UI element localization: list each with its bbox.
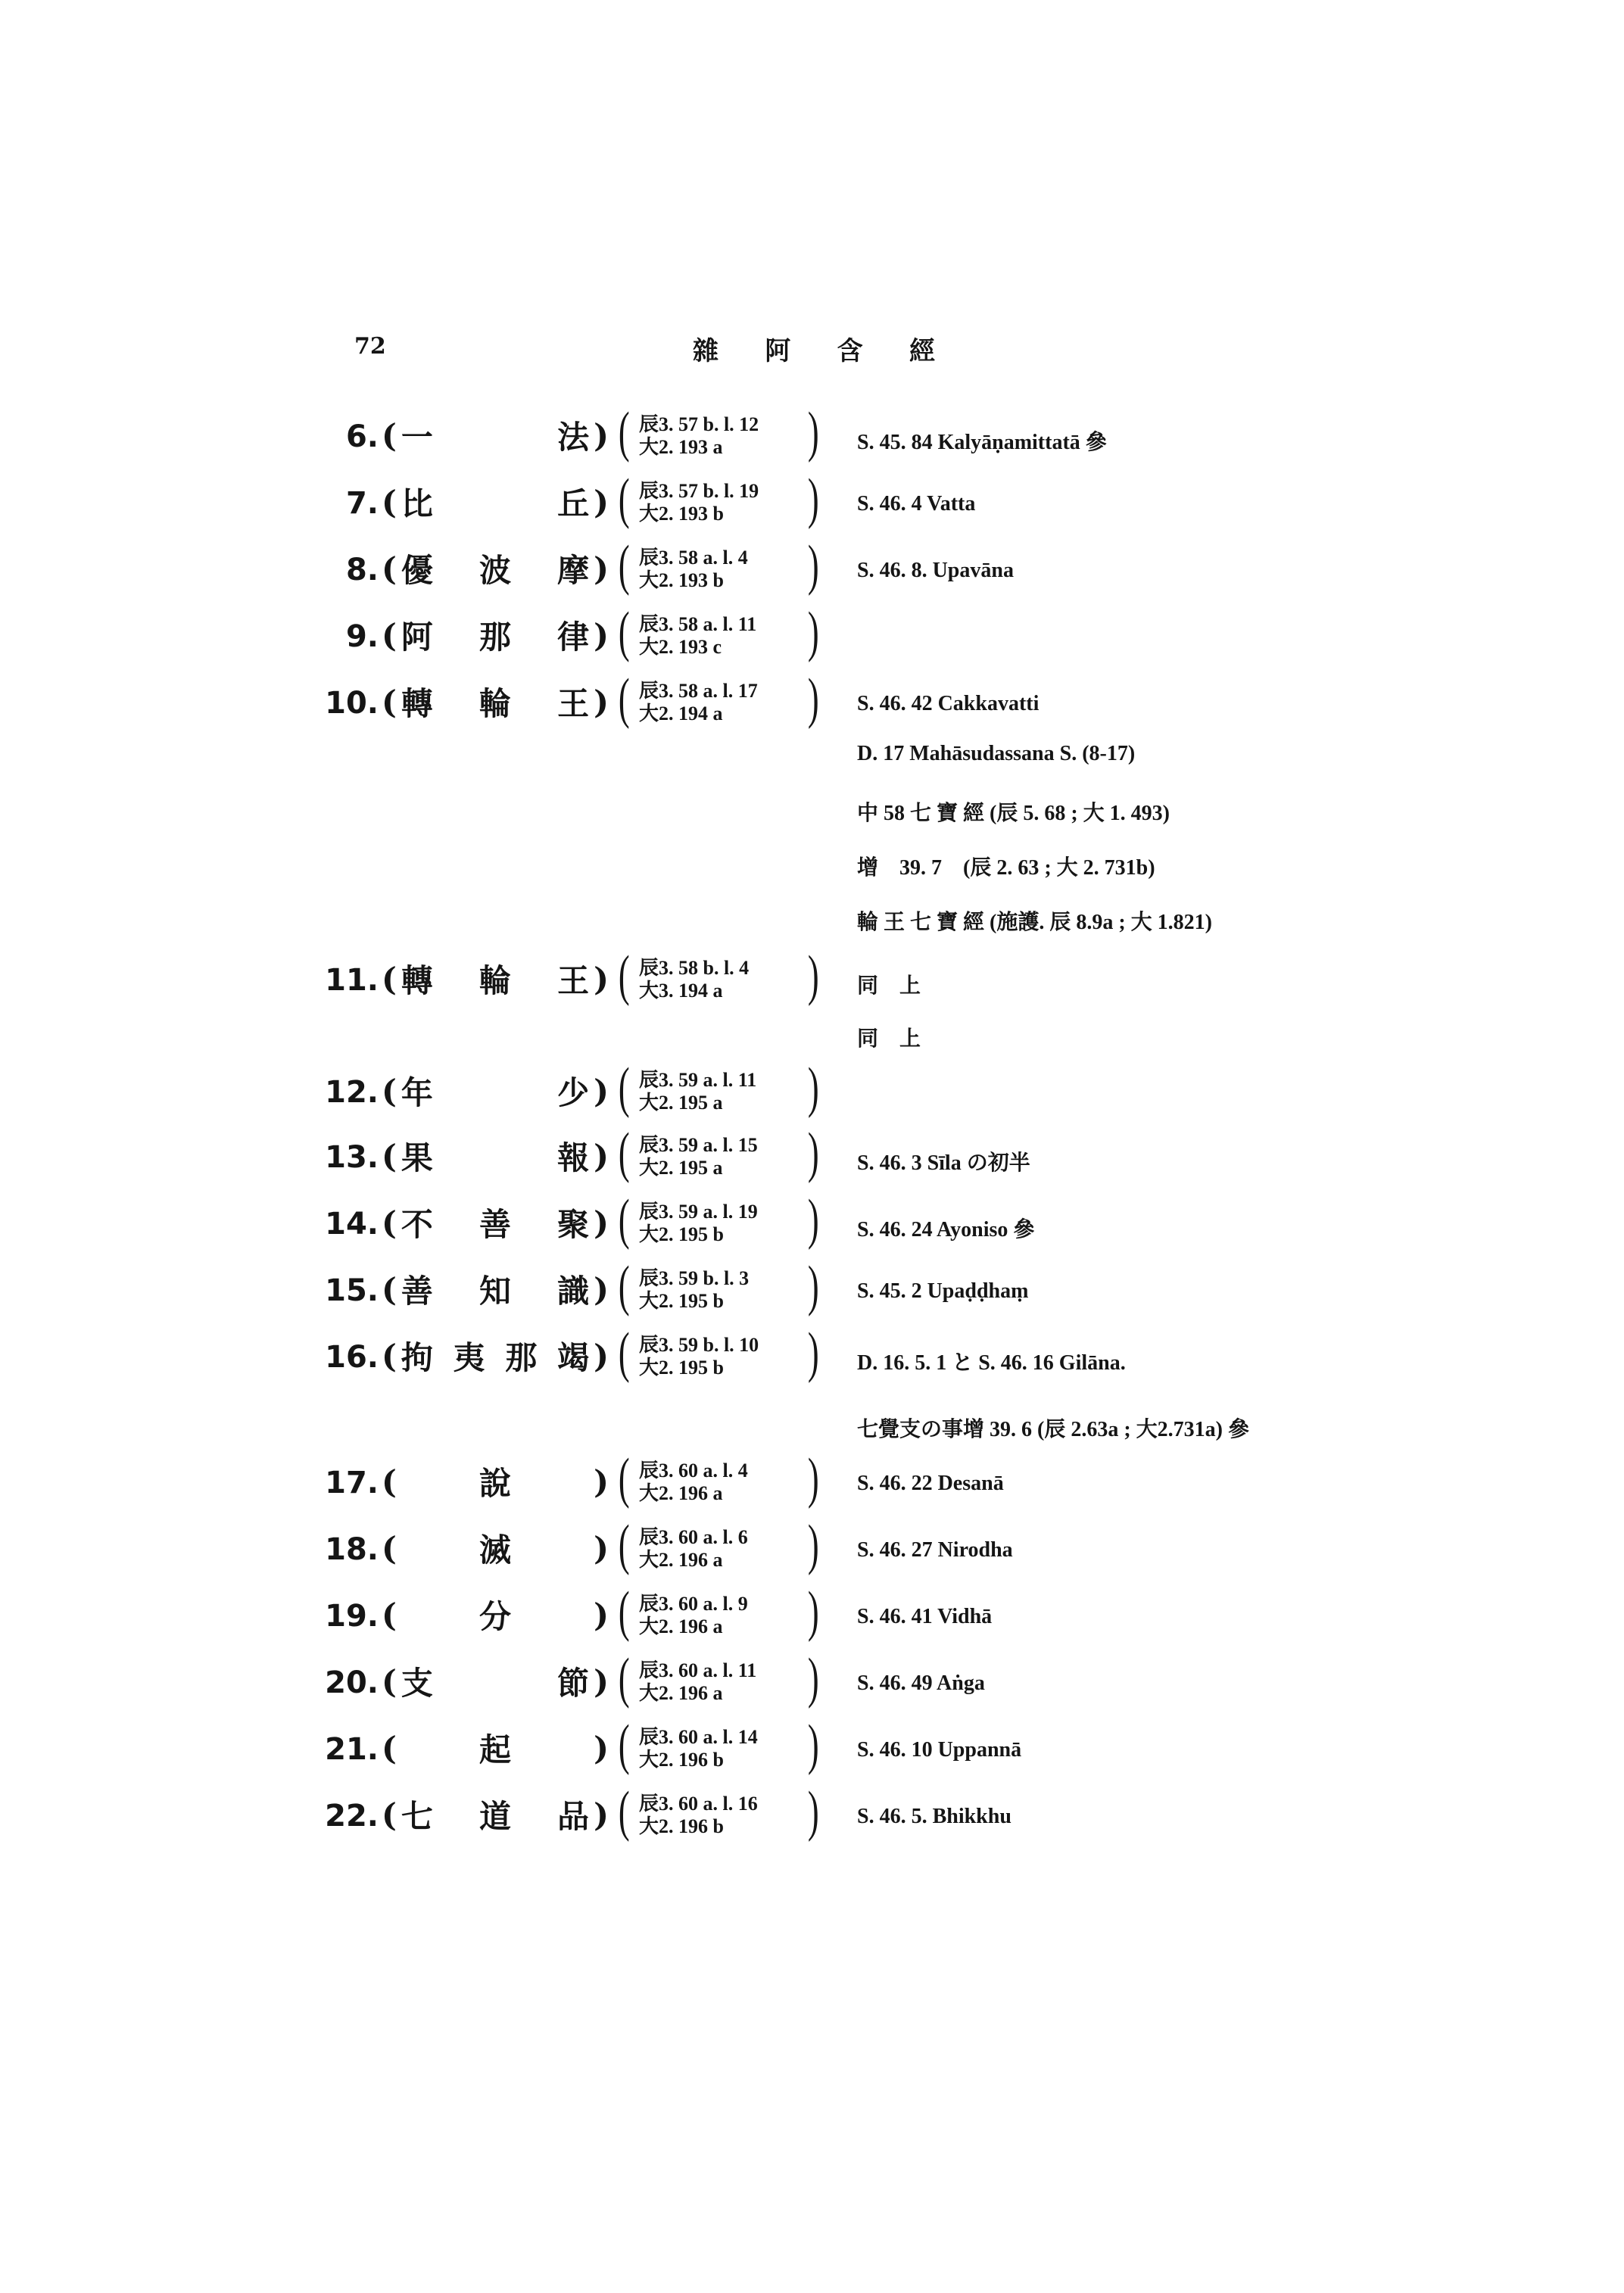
entry-row: [0, 668, 1624, 733]
open-brace: (: [618, 534, 630, 597]
reference-line-2: 大2. 196 a: [639, 1482, 723, 1504]
pali-reference: S. 46. 8. Upavāna: [857, 559, 1014, 582]
entry-row: [0, 1322, 1624, 1387]
open-brace: (: [618, 1714, 630, 1776]
pali-reference: S. 46. 42 Cakkavatti: [857, 692, 1040, 715]
entry-row: [0, 945, 1624, 1010]
close-paren: ): [594, 1662, 609, 1700]
open-brace: (: [618, 1057, 630, 1119]
open-paren: (: [382, 416, 397, 454]
open-paren: (: [382, 683, 397, 721]
open-brace: (: [618, 1647, 630, 1709]
entry-title-chars: [397, 1333, 594, 1379]
close-paren: ): [594, 1463, 609, 1500]
reference-line-1: 辰3. 60 a. l. 14: [639, 1726, 758, 1748]
open-brace: (: [618, 668, 630, 730]
entry-number: 11.: [325, 963, 379, 998]
extra-reference: D. 17 Mahāsudassana S. (8-17): [857, 742, 1136, 765]
close-brace: ): [807, 601, 819, 663]
entry-title-char: 不: [401, 1206, 433, 1243]
pali-reference: S. 46. 10 Uppannā: [857, 1738, 1022, 1762]
entry-title: [382, 1204, 609, 1242]
open-paren: (: [382, 1204, 397, 1242]
entry-title-char: 那: [478, 618, 511, 656]
close-brace: ): [807, 1581, 819, 1643]
entry-number: 20.: [325, 1665, 379, 1700]
close-brace: ): [807, 1189, 819, 1251]
open-paren: (: [382, 1662, 397, 1700]
entry-title-char: 節: [557, 1665, 590, 1702]
reference-line-1: 辰3. 57 b. l. 12: [639, 413, 759, 435]
close-paren: ): [594, 550, 609, 587]
pali-reference: S. 46. 41 Vidhā: [857, 1605, 993, 1628]
reference-line-2: 大2. 196 b: [639, 1749, 724, 1771]
title-char: 經: [909, 336, 935, 366]
close-paren: ): [594, 483, 609, 521]
pali-reference: S. 46. 22 Desanā: [857, 1472, 1004, 1495]
close-brace: ): [807, 1714, 819, 1776]
reference-line-1: 辰3. 60 a. l. 16: [639, 1793, 758, 1815]
reference-line-1: 辰3. 59 b. l. 3: [639, 1267, 750, 1289]
close-paren: ): [594, 416, 609, 454]
reference-line-1: 辰3. 59 b. l. 10: [639, 1334, 759, 1356]
entry-title-char: 聚: [557, 1206, 590, 1243]
entry-title-char: 輪: [478, 685, 511, 722]
entry-title-chars: [397, 1200, 594, 1245]
reference-line-1: 辰3. 58 a. l. 11: [639, 613, 757, 635]
entry-title-char: 說: [478, 1465, 511, 1502]
entry-number: 13.: [325, 1140, 379, 1175]
pali-reference: S. 46. 49 Aṅga: [857, 1671, 985, 1695]
entry-title: [382, 960, 609, 998]
entry-title-chars: [397, 1525, 594, 1571]
entry-title-char: 王: [557, 962, 590, 999]
entry-row: [0, 1447, 1624, 1513]
entry-number: 21.: [325, 1732, 379, 1767]
page-number: 72: [354, 333, 386, 360]
open-brace: (: [618, 1122, 630, 1184]
canon-reference: [615, 945, 834, 1007]
entry-number: 17.: [325, 1466, 379, 1500]
title-char: 雜: [693, 336, 718, 366]
entry-title-char: 支: [401, 1665, 433, 1702]
entry-row: [0, 534, 1624, 600]
entry-row: [0, 1057, 1624, 1122]
open-brace: (: [618, 401, 630, 463]
extra-reference: 同 上: [857, 1027, 921, 1051]
reference-line-2: 大2. 195 b: [639, 1290, 724, 1312]
entry-title: [382, 483, 609, 521]
entry-title-char: 報: [557, 1139, 590, 1176]
entry-number: 10.: [325, 686, 379, 721]
entry-row: [0, 401, 1624, 466]
title-char: 含: [837, 336, 863, 366]
entry-title-char: 道: [478, 1798, 511, 1835]
entry-row: [0, 1514, 1624, 1579]
close-brace: ): [807, 401, 819, 463]
entry-title-char: 那: [505, 1339, 538, 1376]
canon-reference: [615, 534, 834, 597]
reference-line-2: 大2. 195 a: [639, 1157, 723, 1179]
pali-reference: S. 46. 5. Bhikkhu: [857, 1805, 1011, 1828]
entry-title: [382, 1137, 609, 1175]
pali-reference: D. 16. 5. 1 と S. 46. 16 Gilāna.: [857, 1351, 1126, 1375]
open-brace: (: [618, 1781, 630, 1843]
pali-reference: 同 上: [857, 974, 921, 998]
entry-title-char: 摩: [557, 552, 590, 589]
reference-line-1: 辰3. 60 a. l. 11: [639, 1659, 757, 1681]
close-brace: ): [807, 668, 819, 730]
entry-number: 18.: [325, 1532, 379, 1567]
canon-reference: [615, 401, 834, 463]
entry-title-char: 品: [557, 1798, 590, 1835]
entry-title-char: 起: [478, 1731, 511, 1768]
open-paren: (: [382, 1463, 397, 1500]
entry-title-char: 優: [401, 552, 433, 589]
reference-line-2: 大2. 195 b: [639, 1357, 724, 1379]
entry-title: [382, 1662, 609, 1700]
open-paren: (: [382, 1596, 397, 1634]
entry-title-chars: [397, 1792, 594, 1837]
entry-title-char: 滅: [478, 1531, 511, 1569]
pali-reference: S. 46. 4 Vatta: [857, 492, 976, 516]
entry-number: 16.: [325, 1340, 379, 1375]
close-paren: ): [594, 683, 609, 721]
open-brace: (: [618, 945, 630, 1007]
entry-title-chars: [397, 1592, 594, 1637]
close-paren: ): [594, 1204, 609, 1242]
canon-reference: [615, 1322, 834, 1384]
reference-line-2: 大2. 195 a: [639, 1092, 723, 1114]
close-paren: ): [594, 1729, 609, 1767]
entry-title-char: 七: [401, 1798, 433, 1835]
close-brace: ): [807, 945, 819, 1007]
reference-line-2: 大2. 196 a: [639, 1682, 723, 1704]
entry-title-chars: [397, 956, 594, 1002]
pali-reference: S. 46. 27 Nirodha: [857, 1538, 1013, 1562]
open-paren: (: [382, 960, 397, 998]
entry-number: 6.: [345, 419, 379, 454]
canon-reference: [615, 601, 834, 663]
entry-title: [382, 416, 609, 454]
close-brace: ): [807, 534, 819, 597]
entry-title-chars: [397, 1133, 594, 1179]
reference-line-2: 大2. 193 b: [639, 503, 724, 525]
reference-line-1: 辰3. 57 b. l. 19: [639, 480, 759, 502]
close-brace: ): [807, 1322, 819, 1384]
entry-number: 12.: [325, 1075, 379, 1110]
entry-title: [382, 1270, 609, 1308]
entry-title-chars: [397, 612, 594, 658]
close-paren: ): [594, 1337, 609, 1375]
pali-reference: S. 45. 84 Kalyāṇamittatā 參: [857, 431, 1107, 454]
entry-title: [382, 550, 609, 587]
open-brace: (: [618, 1189, 630, 1251]
entry-title-char: 果: [401, 1139, 433, 1176]
entry-title-char: 一: [401, 419, 433, 456]
entry-title-char: 善: [401, 1273, 433, 1310]
canon-reference: [615, 468, 834, 530]
entry-title: [382, 1337, 609, 1375]
entry-title: [382, 1796, 609, 1833]
entry-row: [0, 1581, 1624, 1646]
entry-number: 7.: [345, 486, 379, 521]
canon-reference: [615, 1581, 834, 1643]
entry-row: [0, 1781, 1624, 1846]
close-paren: ): [594, 616, 609, 654]
entry-title-chars: [397, 546, 594, 591]
open-paren: (: [382, 1796, 397, 1833]
open-brace: (: [618, 1514, 630, 1576]
close-paren: ): [594, 1270, 609, 1308]
reference-line-2: 大2. 193 c: [639, 636, 722, 658]
open-paren: (: [382, 616, 397, 654]
canon-reference: [615, 1514, 834, 1576]
close-paren: ): [594, 960, 609, 998]
entry-row: [0, 601, 1624, 666]
entry-title-chars: [397, 1068, 594, 1114]
entry-title-char: 阿: [401, 618, 433, 656]
canon-reference: [615, 1647, 834, 1709]
entry-row: [0, 1255, 1624, 1320]
open-brace: (: [618, 1255, 630, 1317]
open-paren: (: [382, 1529, 397, 1567]
canon-reference: [615, 668, 834, 730]
entry-number: 22.: [325, 1799, 379, 1833]
reference-line-1: 辰3. 58 b. l. 4: [639, 957, 750, 979]
canon-reference: [615, 1447, 834, 1509]
entry-title-char: 知: [478, 1273, 511, 1310]
extra-reference: 輪 王 七 寶 經 (施護. 辰 8.9a ; 大 1.821): [857, 911, 1212, 934]
entry-title-char: 竭: [557, 1339, 590, 1376]
reference-line-2: 大2. 194 a: [639, 703, 723, 724]
entry-title-char: 轉: [401, 685, 433, 722]
entry-title-char: 波: [478, 552, 511, 589]
entry-title-char: 識: [557, 1273, 590, 1310]
close-paren: ): [594, 1796, 609, 1833]
pali-reference: S. 45. 2 Upaḍḍhaṃ: [857, 1279, 1029, 1303]
open-paren: (: [382, 1270, 397, 1308]
entry-number: 14.: [325, 1207, 379, 1242]
entry-title-char: 比: [401, 485, 433, 522]
entry-title-char: 丘: [557, 485, 590, 522]
entry-title-chars: [397, 479, 594, 525]
canon-reference: [615, 1122, 834, 1184]
open-paren: (: [382, 1729, 397, 1767]
title-char: 阿: [765, 336, 791, 366]
entry-title-char: 律: [557, 618, 590, 656]
entry-row: [0, 1714, 1624, 1779]
reference-line-2: 大2. 193 a: [639, 436, 723, 458]
entry-title-char: 轉: [401, 962, 433, 999]
reference-line-1: 辰3. 58 a. l. 4: [639, 547, 748, 569]
open-paren: (: [382, 1072, 397, 1110]
entry-title-chars: [397, 1725, 594, 1771]
close-paren: ): [594, 1137, 609, 1175]
open-paren: (: [382, 550, 397, 587]
close-brace: ): [807, 1255, 819, 1317]
close-brace: ): [807, 1514, 819, 1576]
entry-title-char: 拘: [401, 1339, 433, 1376]
open-brace: (: [618, 1581, 630, 1643]
entry-title-chars: [397, 1266, 594, 1312]
reference-line-2: 大2. 196 a: [639, 1615, 723, 1637]
entry-number: 8.: [345, 553, 379, 587]
running-title: [693, 330, 935, 367]
entry-number: 19.: [325, 1599, 379, 1634]
reference-line-1: 辰3. 58 a. l. 17: [639, 680, 758, 702]
reference-line-1: 辰3. 59 a. l. 15: [639, 1134, 758, 1156]
entry-row: [0, 1647, 1624, 1712]
entry-title: [382, 1529, 609, 1567]
open-brace: (: [618, 468, 630, 530]
entry-row: [0, 1122, 1624, 1187]
open-paren: (: [382, 1137, 397, 1175]
reference-line-1: 辰3. 60 a. l. 9: [639, 1593, 748, 1615]
close-paren: ): [594, 1596, 609, 1634]
entry-title-char: 年: [401, 1074, 433, 1111]
entry-title: [382, 1729, 609, 1767]
entry-title-char: 輪: [478, 962, 511, 999]
open-brace: (: [618, 601, 630, 663]
extra-reference: 增 39. 7 (辰 2. 63 ; 大 2. 731b): [857, 856, 1155, 880]
entry-row: [0, 1189, 1624, 1254]
canon-reference: [615, 1057, 834, 1119]
extra-reference: 七覺支の事增 39. 6 (辰 2.63a ; 大2.731a) 參: [857, 1418, 1249, 1441]
open-paren: (: [382, 483, 397, 521]
reference-line-2: 大2. 195 b: [639, 1223, 724, 1245]
reference-line-1: 辰3. 60 a. l. 4: [639, 1460, 748, 1481]
extra-reference: 中 58 七 寶 經 (辰 5. 68 ; 大 1. 493): [857, 802, 1170, 825]
reference-line-1: 辰3. 59 a. l. 11: [639, 1069, 757, 1091]
close-paren: ): [594, 1529, 609, 1567]
reference-line-2: 大3. 194 a: [639, 980, 723, 1002]
entry-title-char: 分: [478, 1598, 511, 1635]
entry-title-char: 善: [478, 1206, 511, 1243]
entry-title-chars: [397, 1459, 594, 1504]
open-brace: (: [618, 1447, 630, 1509]
entry-title: [382, 1072, 609, 1110]
entry-title-chars: [397, 413, 594, 458]
entry-title-char: 夷: [453, 1339, 485, 1376]
entry-title-char: 法: [557, 419, 590, 456]
close-brace: ): [807, 468, 819, 530]
close-brace: ): [807, 1447, 819, 1509]
entry-number: 15.: [325, 1273, 379, 1308]
entry-title-chars: [397, 1659, 594, 1704]
close-paren: ): [594, 1072, 609, 1110]
entry-title: [382, 1596, 609, 1634]
entry-number: 9.: [345, 619, 379, 654]
canon-reference: [615, 1255, 834, 1317]
entry-title-char: 少: [557, 1074, 590, 1111]
reference-line-2: 大2. 196 b: [639, 1815, 724, 1837]
entry-title-char: 王: [557, 685, 590, 722]
canon-reference: [615, 1781, 834, 1843]
close-brace: ): [807, 1122, 819, 1184]
pali-reference: S. 46. 3 Sīla の初半: [857, 1151, 1030, 1175]
entry-row: [0, 468, 1624, 533]
pali-reference: S. 46. 24 Ayoniso 參: [857, 1218, 1035, 1242]
canon-reference: [615, 1714, 834, 1776]
entry-title: [382, 616, 609, 654]
entry-title-chars: [397, 679, 594, 724]
open-paren: (: [382, 1337, 397, 1375]
close-brace: ): [807, 1057, 819, 1119]
close-brace: ): [807, 1647, 819, 1709]
reference-line-1: 辰3. 60 a. l. 6: [639, 1526, 748, 1548]
open-brace: (: [618, 1322, 630, 1384]
canon-reference: [615, 1189, 834, 1251]
reference-line-2: 大2. 193 b: [639, 569, 724, 591]
close-brace: ): [807, 1781, 819, 1843]
entry-title: [382, 683, 609, 721]
reference-line-2: 大2. 196 a: [639, 1549, 723, 1571]
reference-line-1: 辰3. 59 a. l. 19: [639, 1201, 758, 1223]
entry-title: [382, 1463, 609, 1500]
